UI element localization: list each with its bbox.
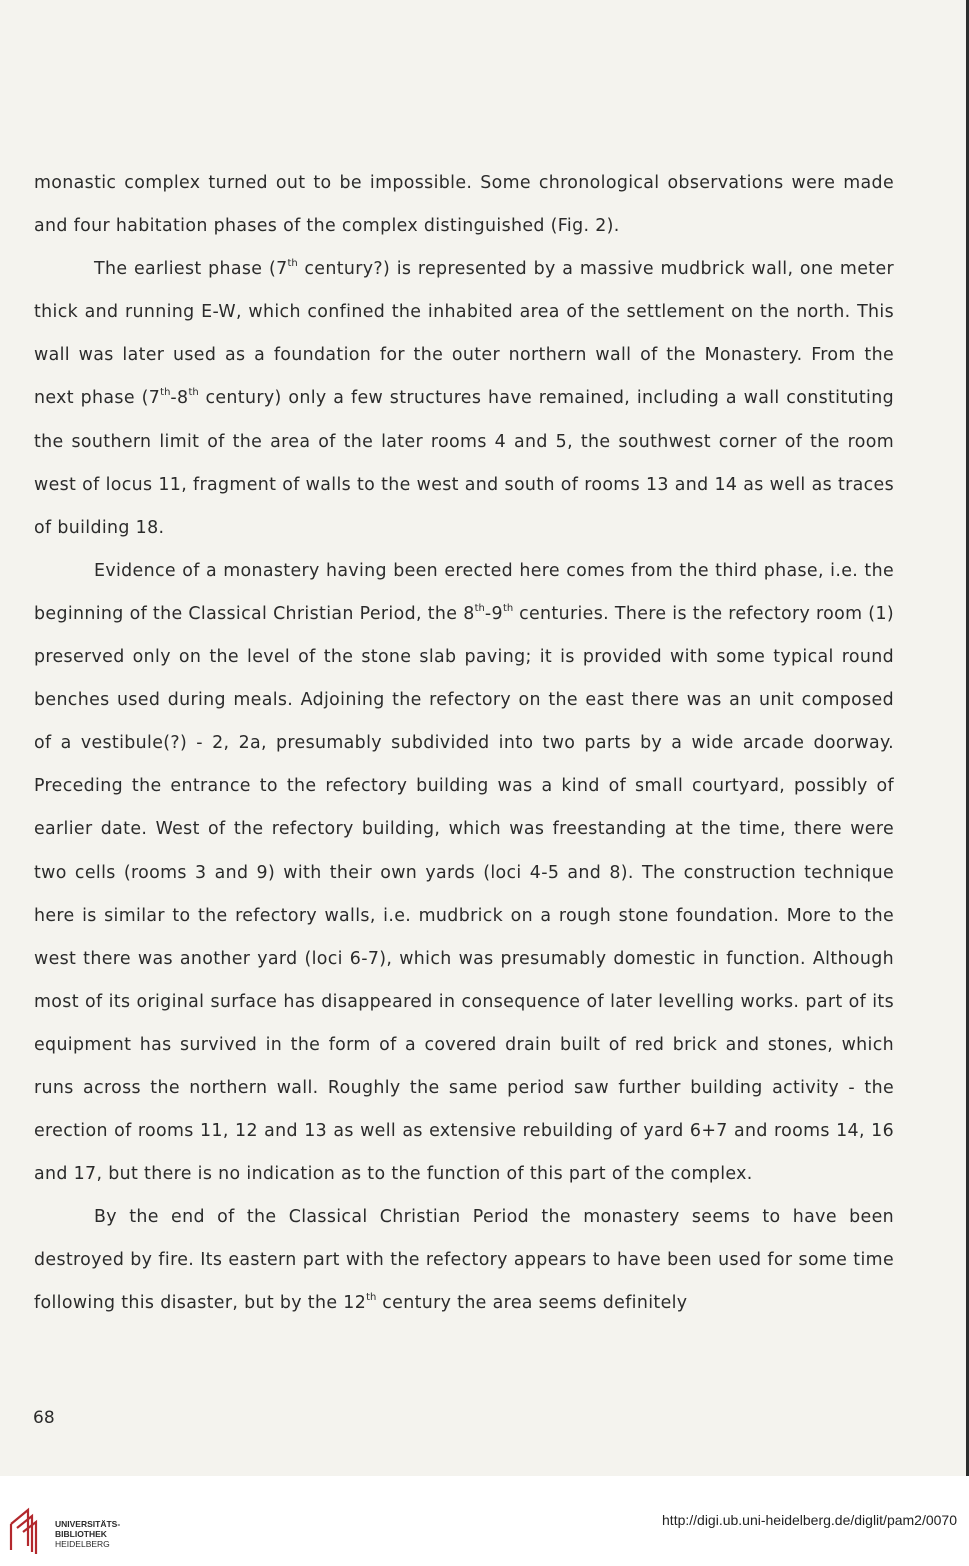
ordinal-superscript: th xyxy=(160,387,171,399)
library-name-line-1: UNIVERSITÄTS- xyxy=(55,1519,121,1529)
body-text xyxy=(34,162,894,1326)
ordinal-superscript: th xyxy=(474,602,485,614)
university-library-logo-icon[interactable] xyxy=(8,1506,50,1556)
library-name-line-3: HEIDELBERG xyxy=(55,1539,110,1549)
paragraph-4: By the end of the Classical Christian Period the monastery seems to have been destroyed by fire. Its eastern part with the refectory appears to have been used for some time following this disaster, but by the 12th century the area seems definitely xyxy=(34,1207,894,1314)
paragraph-3: Evidence of a monastery having been erected here comes from the third phase, i.e. the beginning of the Classical Christian Period, the 8th-9th centuries. There is the refectory room (1) preserved only on the level of the stone slab paving; it is provided with some typical round benches used during meals. Adjoining the refectory on the east there was an unit composed of a vestibule(?) - 2, 2a, presumably subdivided into two parts by a wide arcade doorway. Preceding the entrance to the refectory building was a kind of small courtyard, possibly of earlier date. West of the refectory building, which was freestanding at the time, there were two cells (rooms 3 and 9) with their own yards (loci 4-5 and 8). The construction technique here is similar to the refectory walls, i.e. mudbrick on a rough stone foundation. More to the west there was another yard (loci 6-7), which was presumably domestic in function. Although most of its original surface has disappeared in consequence of later levelling works. part of its equipment has survived in the form of a covered drain built of red brick and stones, which runs across the northern wall. Roughly the same period saw further building activity - the erection of rooms 11, 12 and 13 as well as extensive rebuilding of yard 6+7 and rooms 14, 16 and 17, but there is no indication as to the function of this part of the complex. xyxy=(34,560,894,1185)
source-url-link[interactable]: http://digi.ub.uni-heidelberg.de/diglit/pam2/0070 xyxy=(662,1512,957,1528)
digitization-footer xyxy=(0,1476,969,1566)
paragraph-1: monastic complex turned out to be impossible. Some chronological observations were made and four habitation phases of the complex distinguished (Fig. 2). xyxy=(34,173,894,237)
ordinal-superscript: th xyxy=(287,258,298,270)
library-name xyxy=(55,1519,120,1549)
library-name-line-2: BIBLIOTHEK xyxy=(55,1529,107,1539)
paragraph-2: The earliest phase (7th century?) is represented by a massive mudbrick wall, one meter thick and running E-W, which confined the inhabited area of the settlement on the north. This wall was later used as a foundation for the outer northern wall of the Monastery. From the next phase (7th-8th century) only a few structures have remained, including a wall constituting the southern limit of the area of the later rooms 4 and 5, the southwest corner of the room west of locus 11, fragment of walls to the west and south of rooms 13 and 14 as well as traces of building 18. xyxy=(34,258,894,538)
ordinal-superscript: th xyxy=(188,387,199,399)
ordinal-superscript: th xyxy=(366,1292,377,1304)
page-number: 68 xyxy=(33,1408,55,1428)
ordinal-superscript: th xyxy=(502,602,514,614)
